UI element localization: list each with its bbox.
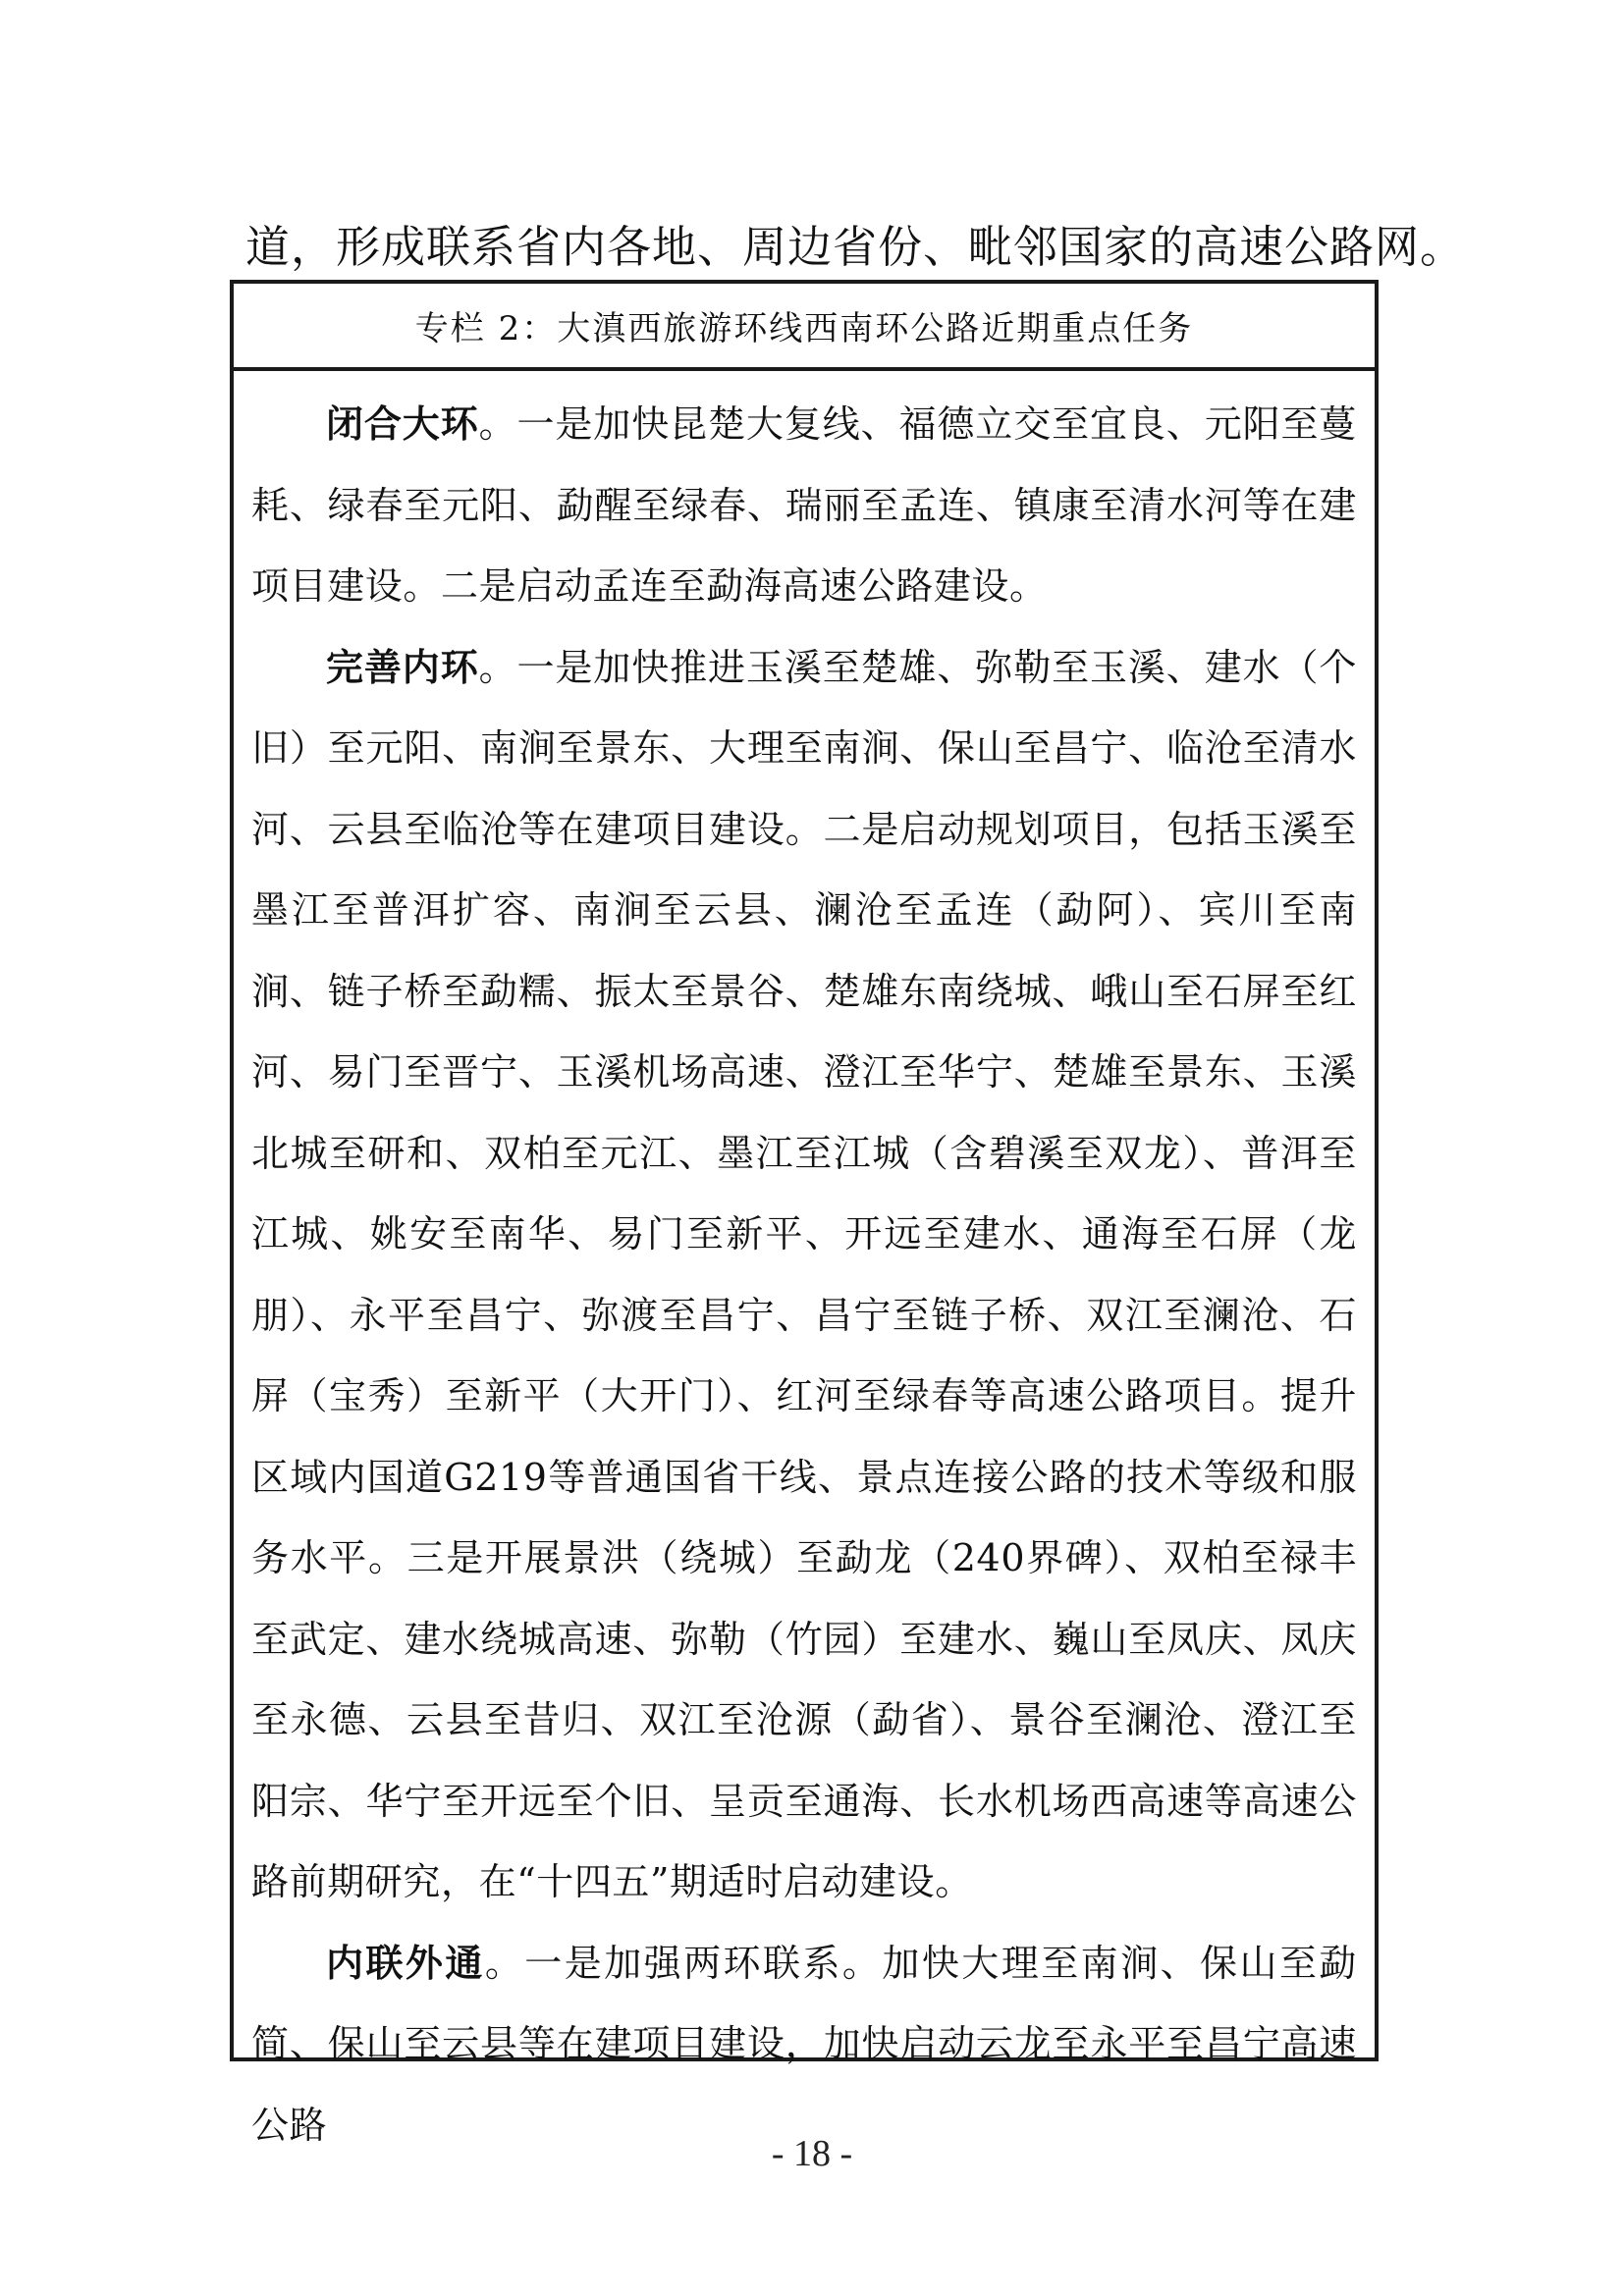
column-body	[234, 371, 1375, 2165]
column-title: 专栏 2：大滇西旅游环线西南环公路近期重点任务	[234, 284, 1375, 371]
paragraph-heading: 内联外通	[326, 1941, 485, 1985]
paragraph-connections	[251, 1923, 1357, 2166]
continuation-line: 道，形成联系省内各地、周边省份、毗邻国家的高速公路网。	[245, 221, 1466, 273]
paragraph-inner-loop	[251, 627, 1357, 1923]
paragraph-text: 。一是加快推进玉溪至楚雄、弥勒至玉溪、建水（个旧）至元阳、南涧至景东、大理至南涧、保山至昌宁、临沧至清水河、云县至临沧等在建项目建设。二是启动规划项目，包括玉溪至墨江至普洱扩容、南涧至云县、澜沧至孟连（勐阿）、宾川至南涧、链子桥至勐糯、振太至景谷、楚雄东南绕城、峨山至石屏至红河、易门至晋宁、玉溪机场高速、澄江至华宁、楚雄至景东、玉溪北城至研和、双柏至元江、墨江至江城（含碧溪至双龙）、普洱至江城、姚安至南华、易门至新平、开远至建水、通海至石屏（龙朋）、永平至昌宁、弥渡至昌宁、昌宁至链子桥、双江至澜沧、石屏（宝秀）至新平（大开门）、红河至绿春等高速公路项目。提升区域内国道G219等普通国省干线、景点连接公路的技术等级和服务水平。三是开展景洪（绕城）至勐龙（240界碑）、双柏至禄丰至武定、建水绕城高速、弥勒（竹园）至建水、巍山至凤庆、凤庆至永德、云县至昔归、双江至沧源（勐省）、景谷至澜沧、澄江至阳宗、华宁至开远至个旧、呈贡至通海、长水机场西高速等高速公路前期研究，在“十四五”期适时启动建设。	[251, 645, 1357, 1903]
page-number: - 18 -	[771, 2133, 853, 2174]
paragraph-heading: 闭合大环	[326, 402, 479, 446]
column-box	[230, 280, 1379, 2147]
paragraph-heading: 完善内环	[326, 645, 479, 689]
paragraph-text: 。一是加强两环联系。加快大理至南涧、保山至勐简、保山至云县等在建项目建设，加快启动云龙至永平至昌宁高速公路	[251, 1941, 1357, 2147]
paragraph-closed-loop	[251, 384, 1357, 627]
paragraph-text: 。一是加快昆楚大复线、福德立交至宜良、元阳至蔓耗、绿春至元阳、勐醒至绿春、瑞丽至孟连、镇康至清水河等在建项目建设。二是启动孟连至勐海高速公路建设。	[251, 402, 1357, 608]
